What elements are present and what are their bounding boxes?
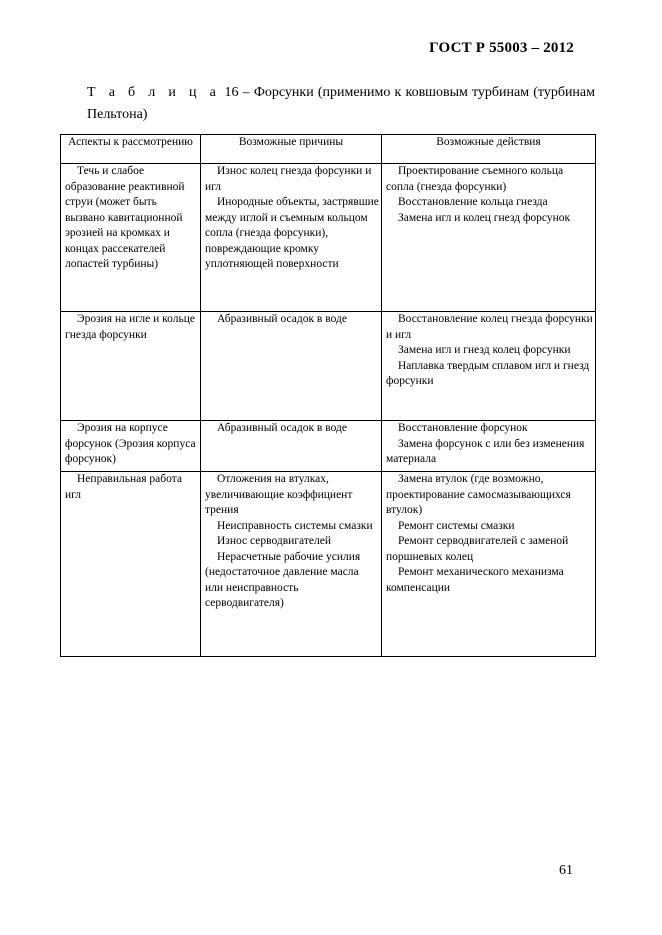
cause-text: Износ колец гнезда форсунки и игл bbox=[205, 165, 372, 193]
action-text: Восстановление кольца гнезда bbox=[398, 196, 548, 208]
aspect-text: Эрозия на корпусе форсунок (Эрозия корпуса форсунок) bbox=[65, 422, 196, 465]
causes-cell bbox=[201, 312, 382, 421]
column-header-aspects: Аспекты к рассмотрению bbox=[61, 135, 201, 164]
action-text: Замена игл и гнезд колец форсунки bbox=[398, 344, 571, 356]
action-text: Ремонт системы смазки bbox=[398, 519, 515, 532]
aspect-cell bbox=[61, 472, 201, 657]
action-text: Замена форсунок с или без изменения материала bbox=[386, 437, 585, 465]
action-text: Замена втулок (где возможно, проектирование самосмазывающихся втулок) bbox=[386, 473, 571, 516]
table-caption-title-line2: Пельтона) bbox=[87, 107, 148, 122]
causes-cell bbox=[201, 472, 382, 657]
causes-cell bbox=[201, 421, 382, 472]
cause-text: Абразивный осадок в воде bbox=[217, 313, 347, 325]
column-header-actions: Возможные действия bbox=[382, 135, 596, 164]
cause-text: Отложения на втулках, увеличивающие коэффициент трения bbox=[205, 473, 353, 516]
actions-cell bbox=[382, 164, 596, 312]
table-caption-label: Т а б л и ц а bbox=[87, 85, 221, 100]
document-standard-header: ГОСТ Р 55003 – 2012 bbox=[429, 40, 574, 56]
action-text: Наплавка твердым сплавом игл и гнезд форсунки bbox=[386, 359, 590, 387]
aspect-cell bbox=[61, 421, 201, 472]
table-row bbox=[61, 472, 596, 657]
action-text: Замена игл и колец гнезд форсунок bbox=[398, 211, 571, 224]
action-text: Восстановление форсунок bbox=[398, 422, 528, 434]
cause-text: Нерасчетные рабочие усилия (недостаточное давление масла или неисправность серводвигателя) bbox=[205, 550, 361, 609]
table-caption-title-line1: – Форсунки (применимо к ковшовым турбинам (турбинам bbox=[238, 85, 595, 100]
actions-cell bbox=[382, 472, 596, 657]
action-text: Проектирование съемного кольца сопла (гнезда форсунки) bbox=[386, 165, 564, 193]
action-text: Восстановление колец гнезда форсунки и игл bbox=[386, 313, 593, 341]
aspect-text: Течь и слабое образование реактивной струи (может быть вызвано кавитационной эрозией на кромках и концах рассекателей лопастей турбины) bbox=[65, 165, 185, 270]
table-caption bbox=[87, 82, 595, 126]
cause-text: Инородные объекты, застрявшие между иглой и съемным кольцом сопла (гнезда форсунки), повреждающие кромку уплотняющей поверхности bbox=[205, 196, 379, 270]
aspect-cell bbox=[61, 312, 201, 421]
cause-text: Износ серводвигателей bbox=[217, 535, 331, 547]
table-row bbox=[61, 164, 596, 312]
actions-cell bbox=[382, 421, 596, 472]
actions-cell bbox=[382, 312, 596, 421]
causes-cell bbox=[201, 164, 382, 312]
table-row bbox=[61, 312, 596, 421]
cause-text: Абразивный осадок в воде bbox=[217, 422, 347, 434]
action-text: Ремонт серводвигателей с заменой поршневых колец bbox=[386, 535, 569, 563]
cause-text: Неисправность системы смазки bbox=[217, 519, 373, 532]
table-header-row bbox=[61, 135, 596, 164]
nozzles-table bbox=[60, 134, 596, 657]
page-number: 61 bbox=[559, 863, 573, 878]
aspect-text: Эрозия на игле и кольце гнезда форсунки bbox=[65, 313, 195, 341]
column-header-causes: Возможные причины bbox=[201, 135, 382, 164]
aspect-cell bbox=[61, 164, 201, 312]
aspect-text: Неправильная работа игл bbox=[65, 473, 182, 501]
action-text: Ремонт механического механизма компенсации bbox=[386, 566, 564, 594]
table-row bbox=[61, 421, 596, 472]
table-caption-number: 16 bbox=[224, 85, 239, 100]
